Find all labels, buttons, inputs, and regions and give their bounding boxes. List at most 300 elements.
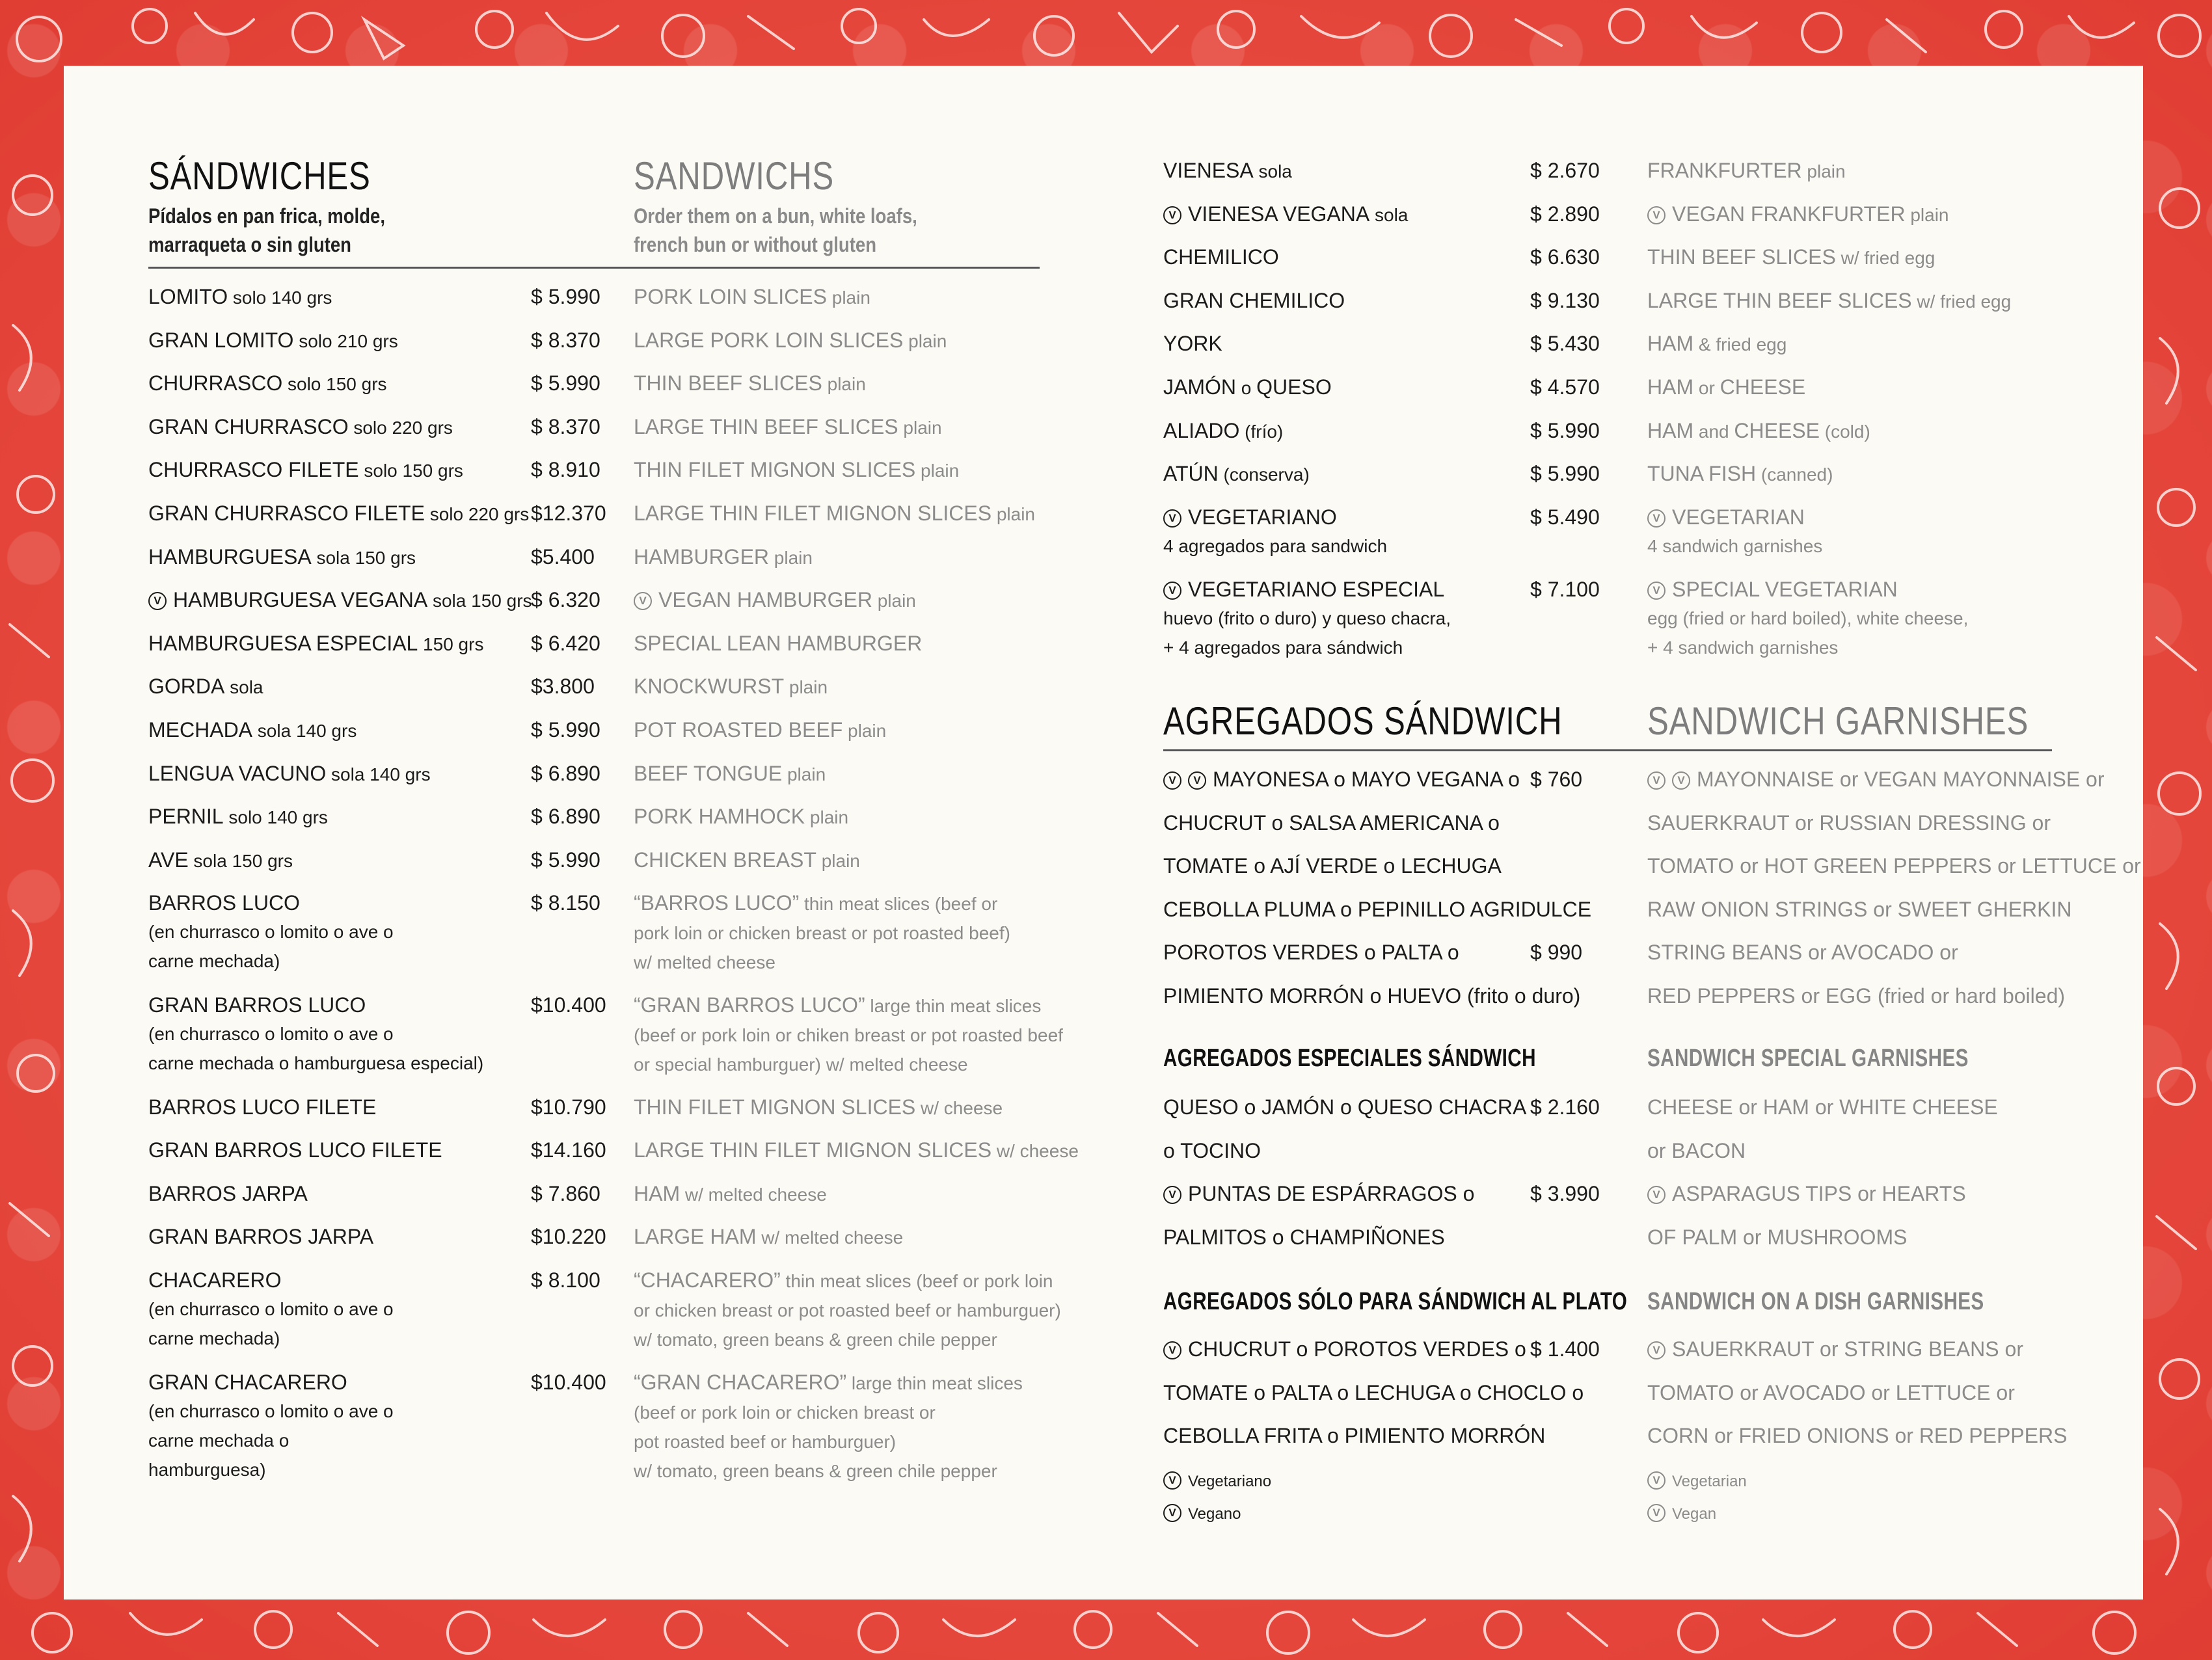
item-price: $ 5.990: [531, 848, 600, 872]
vegan-icon: V: [1163, 1504, 1181, 1522]
menu-item-name: [148, 991, 483, 1078]
garnish-text-en: CORN or FRIED ONIONS or RED PEPPERS: [1647, 1424, 2068, 1448]
item-desc-en: egg (fried or hard boiled), white cheese,: [1647, 608, 1969, 629]
sandwiches-divider: [148, 267, 1040, 269]
garnish-text-en: TOMATO or AVOCADO or LETTUCE or: [1647, 1380, 2015, 1404]
item-desc-en: or chicken breast or pot roasted beef or hamburguer): [634, 1300, 1061, 1320]
menu-item-name: [1163, 503, 1387, 561]
item-desc-es: (en churrasco o lomito o ave o: [148, 1299, 394, 1319]
sandwiches-title-es: SÁNDWICHES: [148, 154, 371, 198]
item-note-es: solo 150 grs: [358, 461, 463, 481]
item-name-en: KNOCKWURST: [634, 675, 785, 699]
item-price: $10.220: [531, 1225, 606, 1249]
menu-item-name-en: [634, 802, 848, 832]
item-name-es: GRAN CHURRASCO: [148, 414, 349, 438]
item-note-es: solo 140 grs: [223, 807, 328, 828]
item-desc-es: (en churrasco o lomito o ave o: [148, 922, 394, 943]
item-name-es: BARROS LUCO: [148, 891, 300, 915]
plate-garnishes-title-es: AGREGADOS SÓLO PARA SÁNDWICH AL PLATO: [1163, 1288, 1628, 1315]
item-name-es: LOMITO: [148, 285, 228, 308]
item-name-en: POT ROASTED BEEF: [634, 718, 843, 742]
garnish-row-en: [1647, 809, 2051, 837]
vegan-icon: V: [1188, 771, 1206, 790]
menu-item-name-en: [634, 629, 922, 658]
item-note-es: (frío): [1239, 421, 1284, 442]
menu-item-name-en: [634, 759, 826, 789]
item-name-en: CHICKEN BREAST: [634, 848, 816, 872]
item-note-en: plain: [991, 504, 1035, 524]
garnish-row-es: [1163, 851, 1502, 880]
menu-item-name: [1163, 156, 1292, 186]
item-name-en: “GRAN CHACARERO”: [634, 1370, 847, 1394]
item-note-es: sola 140 grs: [252, 721, 357, 741]
garnish-text-en: or BACON: [1647, 1138, 1746, 1162]
item-price: $ 5.990: [531, 718, 600, 742]
garnish-row-en: [1647, 1179, 1966, 1208]
item-name-en: LARGE THIN FILET MIGNON SLICES: [634, 502, 992, 525]
sandwiches-subtitle-es-1: Pídalos en pan frica, molde,: [148, 204, 385, 228]
item-name-en-tail: CHEESE: [1720, 375, 1806, 399]
item-name-es: JAMÓN: [1163, 375, 1236, 399]
item-name-en: TUNA FISH: [1647, 462, 1757, 486]
menu-item-name-en: [1647, 156, 1846, 186]
vegan-icon: V: [634, 592, 652, 610]
item-note-es: sola 150 grs: [427, 591, 532, 611]
menu-item-name: [148, 499, 529, 529]
garnish-row-en: [1647, 938, 1958, 967]
menu-item-name-en: [634, 369, 866, 399]
garnish-text-en: SAUERKRAUT or STRING BEANS or: [1672, 1337, 2023, 1361]
menu-item-name-en: [634, 991, 1063, 1079]
item-note-es: sola: [1369, 204, 1409, 225]
item-price: $ 5.990: [1530, 462, 1600, 486]
item-note-en: plain: [915, 461, 960, 481]
menu-item-name: [1163, 459, 1310, 489]
garnish-text-es: CEBOLLA FRITA o PIMIENTO MORRÓN: [1163, 1424, 1546, 1448]
item-price: $ 6.320: [531, 588, 600, 612]
item-price: $ 9.130: [1530, 288, 1600, 312]
item-note-es: solo 150 grs: [282, 374, 387, 395]
item-name-en: SPECIAL LEAN HAMBURGER: [634, 631, 923, 655]
menu-item-name-en: [634, 499, 1035, 529]
item-price: $ 6.630: [1530, 245, 1600, 269]
garnish-text-es: CHUCRUT o POROTOS VERDES o: [1188, 1337, 1526, 1361]
item-name-en: HAM: [1647, 375, 1694, 399]
item-name-es-tail: QUESO: [1256, 375, 1332, 399]
garnish-text-en: OF PALM or MUSHROOMS: [1647, 1225, 1908, 1249]
special-garnishes-title-en: SANDWICH SPECIAL GARNISHES: [1647, 1045, 1969, 1072]
menu-item-name-en: [634, 455, 959, 485]
garnish-text-es: PIMIENTO MORRÓN o HUEVO (frito o duro): [1163, 984, 1581, 1008]
item-desc-es: (en churrasco o lomito o ave o: [148, 1400, 394, 1421]
menu-item-name-en: [634, 1222, 903, 1252]
item-name-es: YORK: [1163, 332, 1222, 356]
vegetarian-icon: V: [1163, 1186, 1181, 1204]
item-name-es: GORDA: [148, 675, 225, 699]
menu-item-name-en: [1647, 200, 1949, 230]
menu-item-name-en: [1647, 459, 1833, 489]
garnish-row-en: [1647, 1335, 2023, 1363]
vegan-icon: V: [1163, 206, 1181, 224]
item-name-es: GRAN BARROS LUCO: [148, 993, 366, 1017]
item-name-en: THIN FILET MIGNON SLICES: [634, 1095, 916, 1119]
item-note-en: plain: [898, 417, 942, 438]
menu-item-name: [148, 282, 332, 312]
item-name-en: VEGAN HAMBURGER: [658, 588, 872, 612]
menu-item-name: [148, 369, 387, 399]
item-name-en: LARGE THIN BEEF SLICES: [634, 414, 898, 438]
item-note-es: solo 220 grs: [348, 417, 453, 438]
menu-item-name: [148, 846, 293, 876]
legend-vegan-es: V Vegano: [1163, 1504, 1241, 1523]
legend-vegetarian-en: V Vegetarian: [1647, 1471, 1747, 1491]
item-note-es: solo 140 grs: [228, 288, 332, 308]
garnish-row-es: [1163, 982, 1580, 1010]
item-price: $ 5.490: [1530, 505, 1600, 529]
vegetarian-icon: V: [1163, 582, 1181, 600]
garnish-text-es: TOMATE o PALTA o LECHUGA o CHOCLO o: [1163, 1380, 1584, 1404]
menu-item-name: [148, 542, 416, 572]
item-desc-en: w/ tomato, green beans & green chile pepper: [634, 1460, 997, 1481]
garnish-text-en: RAW ONION STRINGS or SWEET GHERKIN: [1647, 897, 2072, 921]
menu-item-name-en: [634, 542, 813, 572]
vegetarian-icon: V: [1163, 1341, 1181, 1359]
item-note-es: sola 150 grs: [311, 547, 416, 568]
item-price: $ 6.420: [531, 631, 600, 655]
item-note-en: plain: [1801, 161, 1846, 181]
vegetarian-icon: V: [1163, 1471, 1181, 1490]
special-garnishes-title-es: AGREGADOS ESPECIALES SÁNDWICH: [1163, 1045, 1536, 1072]
garnishes-title-es: AGREGADOS SÁNDWICH: [1163, 699, 1563, 743]
garnishes-title-en: SANDWICH GARNISHES: [1647, 699, 2029, 743]
item-price: $ 6.890: [531, 805, 600, 829]
garnish-text-es: MAYONESA o MAYO VEGANA o: [1213, 768, 1520, 791]
item-name-es: GRAN CHEMILICO: [1163, 288, 1345, 312]
item-note-en: or: [1693, 378, 1720, 398]
item-note-en: plain: [843, 721, 887, 741]
menu-item-name: [148, 716, 357, 745]
garnish-row-es: [1163, 1136, 1261, 1165]
item-name-en: PORK HAMHOCK: [634, 805, 805, 829]
item-name-en: LARGE HAM: [634, 1225, 757, 1249]
item-name-en: HAM: [1647, 332, 1694, 356]
item-note-es: (conserva): [1218, 464, 1310, 485]
menu-item-name-en: [634, 889, 1010, 977]
menu-item-name: [148, 585, 532, 615]
item-note-en: w/ fried egg: [1911, 291, 2012, 312]
item-name-es: HAMBURGUESA VEGANA: [173, 588, 428, 612]
item-name-es: PERNIL: [148, 805, 224, 829]
item-desc-en: 4 sandwich garnishes: [1647, 535, 1823, 556]
item-price: $ 2.670: [1530, 159, 1600, 182]
menu-item-name: [148, 889, 394, 976]
menu-item-name-en: [634, 1368, 1023, 1486]
vegetarian-icon: V: [1163, 509, 1181, 528]
item-note-es: sola: [224, 677, 263, 698]
item-name-en: HAM: [1647, 418, 1694, 442]
item-price: $ 6.890: [531, 761, 600, 785]
item-name-en: HAM: [634, 1181, 681, 1205]
garnish-row-es: [1163, 1378, 1584, 1407]
item-price: $5.400: [531, 544, 595, 569]
garnish-price: $ 1.400: [1530, 1337, 1600, 1361]
item-name-en: “CHACARERO”: [634, 1268, 781, 1292]
garnish-row-en: [1647, 895, 2072, 924]
item-desc-en: pork loin or chicken breast or pot roasted beef): [634, 923, 1010, 944]
menu-item-name-en: [634, 326, 947, 356]
menu-item-name: [148, 1368, 394, 1484]
garnish-row-en: [1647, 765, 2105, 794]
garnish-text-en: SAUERKRAUT or RUSSIAN DRESSING or: [1647, 810, 2051, 835]
item-desc-es: hamburguesa): [148, 1459, 266, 1480]
menu-item-name-en: [1647, 329, 1787, 359]
item-name-en: BEEF TONGUE: [634, 761, 783, 785]
item-name-es: VIENESA VEGANA: [1188, 202, 1370, 226]
item-note-en: and: [1693, 421, 1734, 442]
garnish-row-es: [1163, 1179, 1474, 1208]
item-name-es: CHEMILICO: [1163, 245, 1279, 269]
menu-item-name: [148, 672, 263, 702]
garnish-row-es: [1163, 765, 1520, 794]
item-name-en: THIN BEEF SLICES: [1647, 245, 1836, 269]
item-name-es: GRAN BARROS LUCO FILETE: [148, 1138, 442, 1162]
item-desc-es: carne mechada o: [148, 1430, 290, 1451]
item-note-en: & fried egg: [1693, 334, 1787, 355]
garnish-text-es: POROTOS VERDES o PALTA o: [1163, 941, 1459, 965]
item-desc-es: 4 agregados para sandwich: [1163, 535, 1388, 556]
menu-item-name: [1163, 416, 1283, 446]
item-name-es: AVE: [148, 848, 189, 872]
item-price: $ 8.150: [531, 891, 600, 915]
menu-item-name: [148, 412, 453, 442]
menu-item-name: [148, 1093, 376, 1121]
vegetarian-icon: V: [1647, 1471, 1666, 1490]
item-desc-en: w/ tomato, green beans & green chile pepper: [634, 1330, 997, 1350]
item-note-en: large thin meat slices: [846, 1372, 1023, 1393]
menu-item-name: [1163, 575, 1451, 662]
item-desc-en: w/ melted cheese: [634, 952, 776, 973]
item-name-es: BARROS JARPA: [148, 1181, 308, 1205]
item-desc-es: + 4 agregados para sándwich: [1163, 637, 1403, 658]
garnish-row-en: [1647, 851, 2141, 880]
item-note-en: w/ melted cheese: [756, 1227, 904, 1248]
item-name-es: BARROS LUCO FILETE: [148, 1095, 377, 1119]
item-price: $ 8.370: [531, 414, 600, 438]
item-desc-es: huevo (frito o duro) y queso chacra,: [1163, 608, 1451, 629]
menu-item-name-en: [634, 1136, 1079, 1166]
vegetarian-icon: V: [1647, 582, 1666, 600]
item-desc-en: (beef or pork loin or chicken breast or: [634, 1402, 936, 1423]
item-note-en: plain: [822, 374, 866, 395]
legend-vegetarian-es: V Vegetariano: [1163, 1471, 1271, 1491]
vegetarian-icon: V: [1163, 771, 1181, 790]
item-note-es: solo 210 grs: [293, 330, 398, 351]
item-name-es: VIENESA: [1163, 159, 1254, 182]
item-name-en: HAMBURGER: [634, 544, 770, 569]
garnish-row-es: [1163, 809, 1500, 837]
garnishes-divider: [1163, 749, 2052, 751]
item-name-es: CHURRASCO FILETE: [148, 458, 359, 482]
item-price: $3.800: [531, 675, 595, 699]
item-name-es: VEGETARIANO ESPECIAL: [1188, 578, 1445, 602]
menu-item-name: [148, 1266, 394, 1353]
garnish-row-es: [1163, 938, 1459, 967]
garnish-row-es: [1163, 1421, 1545, 1450]
menu-item-name-en: [1647, 286, 2011, 316]
item-price: $ 7.100: [1530, 578, 1600, 602]
vegetarian-icon: V: [1647, 1186, 1666, 1204]
item-note-en-tail: (cold): [1819, 421, 1870, 442]
item-name-es: CHURRASCO: [148, 371, 283, 395]
garnish-text-en: RED PEPPERS or EGG (fried or hard boiled): [1647, 984, 2066, 1008]
vegan-icon: V: [148, 592, 167, 610]
garnish-text-en: STRING BEANS or AVOCADO or: [1647, 941, 1958, 965]
garnish-row-en: [1647, 1223, 1907, 1252]
item-name-es: GRAN CHURRASCO FILETE: [148, 502, 425, 525]
item-name-en: VEGETARIAN: [1672, 505, 1805, 529]
garnish-text-es: o TOCINO: [1163, 1138, 1261, 1162]
item-note-es: sola 150 grs: [188, 850, 293, 871]
item-price: $ 5.430: [1530, 332, 1600, 356]
menu-item-name-en: [634, 846, 860, 876]
item-price: $ 7.860: [531, 1181, 600, 1205]
garnish-row-es: [1163, 1335, 1526, 1363]
item-note-en: plain: [782, 764, 826, 784]
item-note-en: w/ cheese: [915, 1097, 1003, 1118]
menu-item-name: [1163, 243, 1279, 271]
menu-item-name-en: [1647, 575, 1968, 662]
item-note-en: w/ melted cheese: [680, 1184, 827, 1205]
garnish-price: $ 990: [1530, 941, 1583, 965]
item-note-en: plain: [872, 591, 916, 611]
item-price: $ 8.910: [531, 458, 600, 482]
garnish-text-en: TOMATO or HOT GREEN PEPPERS or LETTUCE or: [1647, 854, 2141, 878]
garnish-text-en: ASPARAGUS TIPS or HEARTS: [1672, 1182, 1966, 1206]
item-note-es: sola: [1253, 161, 1292, 181]
menu-item-name: [148, 1222, 373, 1251]
item-note-en: thin meat slices (beef or pork loin: [780, 1271, 1053, 1291]
garnish-text-en: MAYONNAISE or VEGAN MAYONNAISE or: [1697, 768, 2105, 791]
plate-garnishes-title-en: SANDWICH ON A DISH GARNISHES: [1647, 1288, 1984, 1315]
item-note-es: o: [1236, 378, 1257, 398]
menu-item-name-en: [634, 1179, 827, 1209]
item-desc-es: carne mechada o hamburguesa especial): [148, 1053, 484, 1073]
garnish-text-es: PALMITOS o CHAMPIÑONES: [1163, 1225, 1445, 1249]
garnish-row-es: [1163, 1093, 1526, 1121]
item-desc-es: carne mechada): [148, 1328, 280, 1348]
vegan-icon: V: [1647, 1504, 1666, 1522]
item-price: $ 5.990: [531, 371, 600, 395]
vegetarian-icon: V: [1647, 1341, 1666, 1359]
garnish-text-es: QUESO o JAMÓN o QUESO CHACRA: [1163, 1095, 1527, 1119]
garnish-row-en: [1647, 1093, 1998, 1121]
item-price: $ 8.100: [531, 1268, 600, 1292]
item-name-es: HAMBURGUESA ESPECIAL: [148, 631, 424, 655]
menu-item-name-en: [634, 1093, 1003, 1123]
item-name-en-tail: CHEESE: [1734, 418, 1820, 442]
item-name-en: VEGAN FRANKFURTER: [1672, 202, 1906, 226]
item-price: $12.370: [531, 502, 606, 525]
menu-item-name-en: [634, 282, 870, 312]
sandwiches-subtitle-en-2: french bun or without gluten: [634, 233, 876, 256]
garnish-text-es: TOMATE o AJÍ VERDE o LECHUGA: [1163, 854, 1502, 878]
item-name-es: GRAN BARROS JARPA: [148, 1225, 374, 1249]
item-name-en: FRANKFURTER: [1647, 159, 1802, 182]
item-note-en: large thin meat slices: [865, 996, 1042, 1016]
garnish-price: $ 760: [1530, 768, 1583, 791]
sandwiches-title-en: SANDWICHS: [634, 154, 835, 198]
menu-item-name: [1163, 286, 1345, 315]
item-note-en: plain: [816, 850, 860, 871]
item-name-es: ATÚN: [1163, 462, 1219, 486]
item-desc-es: (en churrasco o lomito o ave o: [148, 1024, 394, 1044]
item-note-en: w/ fried egg: [1835, 248, 1936, 269]
garnish-price: $ 3.990: [1530, 1182, 1600, 1206]
menu-item-name: [148, 326, 398, 356]
item-note-en: (canned): [1756, 464, 1833, 485]
garnish-row-en: [1647, 1378, 2015, 1407]
menu-item-name: [148, 455, 463, 485]
menu-item-name-en: [1647, 503, 1822, 561]
menu-item-name-en: [634, 716, 886, 745]
menu-item-name: [148, 1179, 308, 1208]
item-price: $10.400: [531, 1370, 606, 1394]
menu-item-name: [1163, 329, 1222, 358]
menu-item-name-en: [634, 585, 916, 615]
menu-item-name: [148, 629, 483, 659]
legend-vegan-en: V Vegan: [1647, 1504, 1716, 1523]
item-name-es: ALIADO: [1163, 418, 1240, 442]
menu-item-name-en: [1647, 373, 1805, 403]
garnish-text-es: CEBOLLA PLUMA o PEPINILLO AGRIDULCE: [1163, 897, 1592, 921]
item-price: $ 5.990: [531, 285, 600, 308]
item-name-es: HAMBURGUESA: [148, 544, 312, 569]
item-desc-en: or special hamburguer) w/ melted cheese: [634, 1054, 968, 1075]
item-note-en: w/ cheese: [991, 1141, 1079, 1162]
item-note-en: plain: [903, 330, 947, 351]
item-name-en: THIN FILET MIGNON SLICES: [634, 458, 916, 482]
garnish-row-es: [1163, 1223, 1445, 1252]
item-desc-en: (beef or pork loin or chiken breast or pot roasted beef: [634, 1025, 1063, 1045]
item-desc-en: pot roasted beef or hamburguer): [634, 1431, 897, 1452]
item-name-es: GRAN LOMITO: [148, 328, 294, 352]
item-name-en: LARGE THIN FILET MIGNON SLICES: [634, 1138, 992, 1162]
item-note-en: plain: [769, 547, 813, 568]
menu-item-name-en: [634, 1266, 1061, 1354]
item-note-es: solo 220 grs: [424, 504, 530, 524]
garnish-row-es: [1163, 895, 1591, 924]
item-price: $14.160: [531, 1138, 606, 1162]
item-note-en: plain: [1905, 204, 1949, 225]
menu-item-name: [148, 759, 431, 789]
menu-item-name: [1163, 373, 1332, 403]
vegan-icon: V: [1672, 771, 1690, 790]
vegetarian-icon: V: [1647, 509, 1666, 528]
menu-item-name-en: [1647, 416, 1870, 446]
item-name-en: LARGE PORK LOIN SLICES: [634, 328, 904, 352]
item-name-es: GRAN CHACARERO: [148, 1370, 347, 1394]
item-name-es: VEGETARIANO: [1188, 505, 1337, 529]
menu-item-name: [148, 1136, 442, 1164]
item-note-en: thin meat slices (beef or: [799, 894, 998, 915]
menu-item-name-en: [1647, 243, 1935, 273]
garnish-row-en: [1647, 982, 2065, 1010]
garnish-text-es: PUNTAS DE ESPÁRRAGOS o: [1188, 1182, 1475, 1206]
item-price: $ 2.890: [1530, 202, 1600, 226]
garnish-text-en: CHEESE or HAM or WHITE CHEESE: [1647, 1095, 1998, 1119]
garnish-price: $ 2.160: [1530, 1095, 1600, 1119]
item-name-en: LARGE THIN BEEF SLICES: [1647, 288, 1912, 312]
